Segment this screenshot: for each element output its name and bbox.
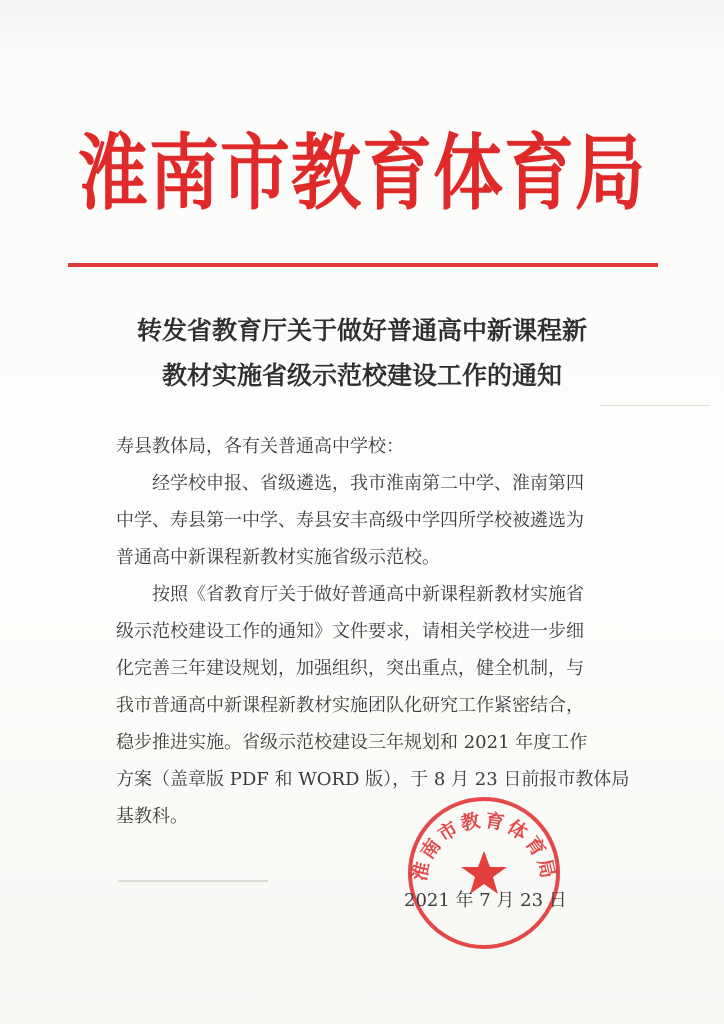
scan-artifact	[600, 405, 710, 406]
masthead-title: 淮南市教育体育局	[78, 124, 646, 222]
salutation: 寿县教体局，各有关普通高中学校：	[116, 436, 404, 457]
body-line: 普通高中新课程新教材实施省级示范校。	[116, 547, 440, 568]
scan-artifact	[118, 880, 268, 882]
body-line: 方案（盖章版 PDF 和 WORD 版），于 8 月 23 日前报市教体局	[116, 769, 630, 790]
red-divider-rule	[68, 263, 658, 267]
document-body	[116, 428, 636, 835]
body-line: 中学、寿县第一中学、寿县安丰高级中学四所学校被遴选为	[116, 510, 584, 531]
document-title-line-1: 转发省教育厅关于做好普通高中新课程新	[136, 316, 587, 345]
body-line: 经学校申报、省级遴选，我市淮南第二中学、淮南第四	[152, 473, 584, 494]
body-line: 级示范校建设工作的通知》文件要求，请相关学校进一步细	[116, 621, 584, 642]
document-title-line-2: 教材实施省级示范校建设工作的通知	[161, 361, 562, 390]
body-line: 稳步推进实施。省级示范校建设三年规划和 2021 年度工作	[116, 732, 588, 753]
body-line: 化完善三年建设规划，加强组织，突出重点，健全机制，与	[116, 658, 584, 679]
document-title	[88, 308, 636, 398]
official-seal-stamp	[404, 793, 564, 953]
body-line: 我市普通高中新课程新教材实施团队化研究工作紧密结合，	[116, 695, 584, 716]
body-line: 按照《省教育厅关于做好普通高中新课程新教材实施省	[152, 584, 584, 605]
body-line: 基教科。	[116, 806, 188, 827]
issue-date: 2021 年 7 月 23 日	[404, 890, 567, 911]
svg-text:淮南市教育体育局: 淮南市教育体育局	[408, 809, 560, 884]
